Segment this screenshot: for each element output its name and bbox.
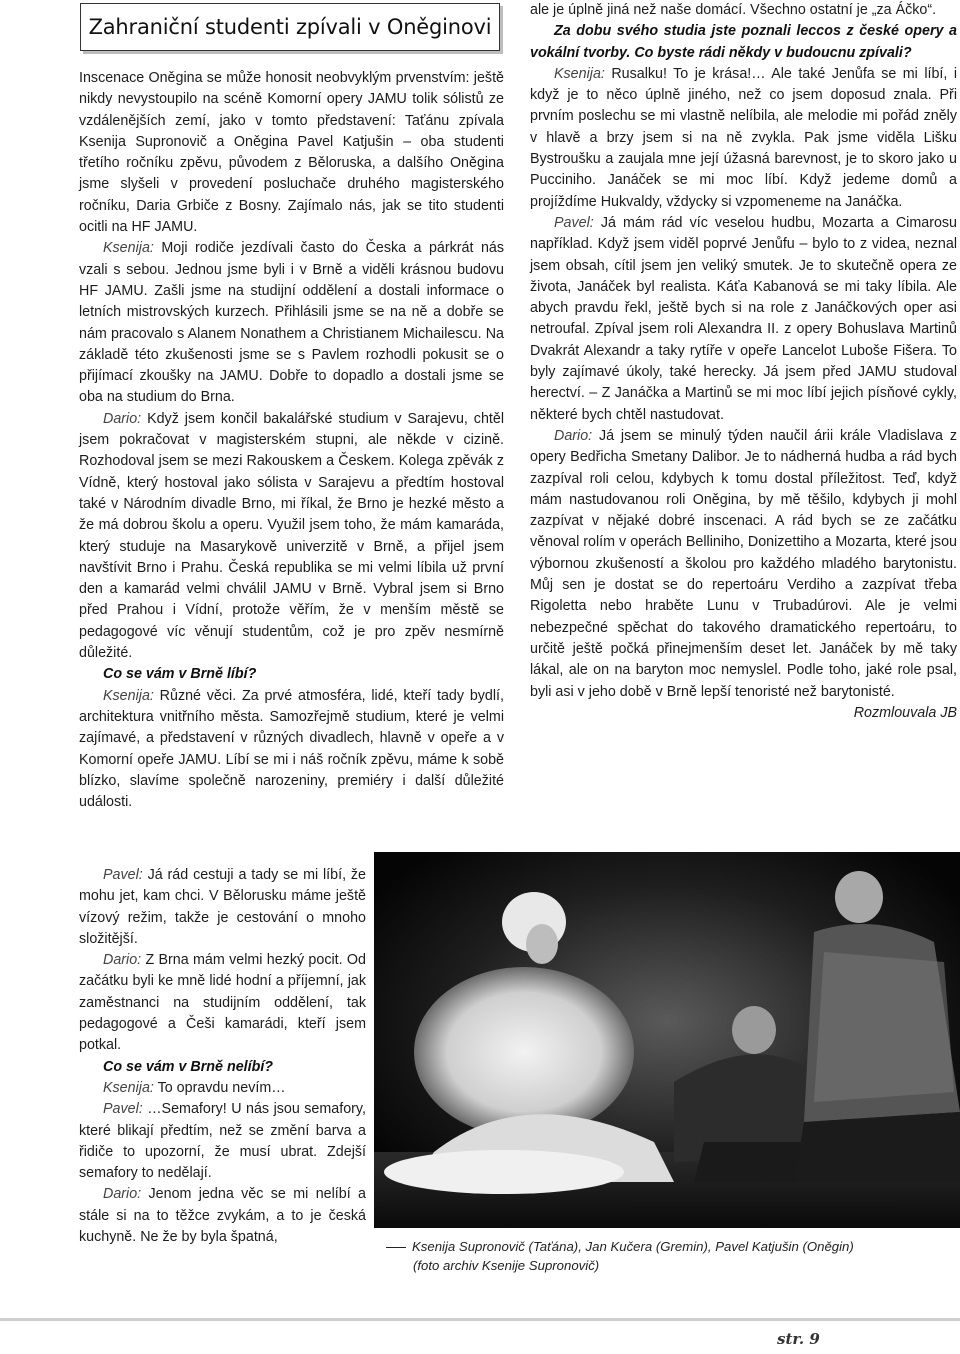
answer-text: Já jsem se minulý týden naučil árii krále Vladislava z opery Bedřicha Smetany Dalibor. Je to nádherná hudba a rád bych zazpíval roli celou, kdybych k tomu dostal příležitost. Teď, když mám nastudovanou roli Oněgina, by mě těšilo, kdybych ji mohl zazpívat v nějaké dobré inscenaci. A rád bych se ze začátku věnoval rolím v operách Belliniho, Donizettiho a Mozarta, které jsou výbornou zkušeností a školou pro každého mladého barytonistu. Můj sen je dostat se do repertoáru Verdiho a zazpívat třeba Rigoletta nebo hraběte Lunu v Trubadúrovi. Ale je velmi nebezpečné spěchat do takového dramatického repertoáru, to určitě ještě počká přinejmenším deset let. Janáček by mě taky lákal, ale on na baryton moc nemyslel. Podle toho, jaké role psal, byli asi v jeho době v Brně lepší tenoristé než barytonisté. <box>530 427 957 700</box>
answer-text: To opravdu nevím… <box>153 1079 286 1096</box>
answer-text: …Semafory! U nás jsou semafory, které blikají předtím, než se změní barva a řidiče to upozorní, že musí ubrat. Zdejší semafory to nedělají. <box>79 1101 366 1182</box>
speaker-label: Pavel: <box>103 867 143 883</box>
stage-photo <box>374 852 960 1228</box>
answer-continuation: ale je úplně jiná než naše domácí. Všechno ostatní je „za Áčko“. <box>530 2 937 18</box>
caption-line-1: Ksenija Supronovič (Taťána), Jan Kučera (Gremin), Pavel Katjušin (Oněgin) <box>412 1239 854 1254</box>
answer-text: Když jsem končil bakalářské studium v Sarajevu, chtěl jsem pokračovat v magisterském stupni, ale někde v cizině. Rozhodoval jsem se mezi Rakouskem a Českem. Kolega zpěvák z Vídně, který hostoval jako sólista v Sarajevu a předtím hostoval také v Národním divadle Brno, mi říkal, že Brno je hezké město a že má dobrou školu a operu. Využil jsem toho, že mám kamaráda, který studuje na Masarykově univerzitě v Brně, a přijel jsem navštívit Brno i Prahu. Česká republika se mi velmi líbila už první den a kamarád velmi chválil JAMU v Brně. Vybral jsem si Brno před Prahou i Vídní, protože věřím, že v menším městě se pedagogové víc věnují studentům, což je pro zpěv nesmírně důležité. <box>79 410 504 662</box>
left-column <box>79 68 504 813</box>
answer-text: Z Brna mám velmi hezký pocit. Od začátku byli ke mně lidé hodní a příjemní, jak zaměstnanci na studijním oddělení, tak pedagogové a Češi kamarádi, kteří jsem potkal. <box>79 952 366 1054</box>
answer-paragraph <box>79 1099 366 1184</box>
right-column <box>530 0 957 724</box>
interview-question: Za dobu svého studia jste poznali leccos z české opery a vokální tvorby. Co byste rádi někdy v budoucnu zpívali? <box>530 23 957 61</box>
speaker-label: Ksenija: <box>103 240 154 257</box>
footer-divider <box>0 1318 960 1321</box>
caption-line-2: (foto archiv Ksenije Supronovič) <box>413 1258 600 1273</box>
answer-paragraph <box>79 409 504 665</box>
answer-text: Já mám rád víc veselou hudbu, Mozarta a Cimarosu například. Když jsem viděl poprvé Jenůfu – bylo to z videa, neznal jsem obsah, cítil jsem jen veliký smutek. Je to skutečně opera ze života, Janáček byl realista. Káťa Kabanová se mi taky líbila. Ale abych pravdu řekl, ještě bych si na role z Janáčkových oper asi netroufal. Zpíval jsem roli Alexandra II. z opery Bohuslava Martinů Dvakrát Alexandr a taky rytíře v opeře Lancelot Luboše Fišera. To byly zajímavé úkoly, také herecky. Já jsem před JAMU studoval herectví. – Z Janáčka a Martinů se mi moc líbí jejich písňové cykly, některé bych chtěl nastudovat. <box>530 214 957 423</box>
answer-paragraph <box>79 686 504 814</box>
article-title: Zahraniční studenti zpívali v Oněginovi <box>88 15 492 39</box>
answer-text: Moji rodiče jezdívali často do Česka a párkrát nás vzali s sebou. Jednou jsme byli i v Brně a viděli krásnou budovu HF JAMU. Zašli jsme na studijní oddělení a dostali informace o letních mistrovských kurzech. Přihlásili jsme se na ně a dobře se nám pracovalo s Alanem Nonathem a Christianem Michailescu. Na základě této zkušenosti jsme se s Pavlem rozhodli pokusit se o přijímací zkoušky na JAMU. Dobře to dopadlo a dostali jsme se oba na studium do Brna. <box>79 240 504 406</box>
answer-text: Rusalku! To je krása!… Ale také Jenůfa se mi líbí, i když je to něco úplně jiného, než co jsem doposud znala. Při prvním poslechu se mi vlastně nelíbila, ale melodie mi pořád zněly v hlavě a brzy jsem si na ně zvykla. Pak jsme viděla Lišku Bystroušku a zaujala mne její úžasná barevnost, je to skoro jako u Pucciniho. Janáček se mi moc líbí. Když jedeme domů a projíždíme Hukvaldy, vždycky si vzpomeneme na Janáčka. <box>530 65 957 210</box>
speaker-label: Pavel: <box>554 214 594 231</box>
speaker-label: Pavel: <box>103 1101 143 1118</box>
answer-paragraph <box>79 950 366 1056</box>
answer-text: Různé věci. Za prvé atmosféra, lidé, kteří tady bydlí, architektura vnitřního města. Samozřejmě studium, které je velmi zajímavé, a představení v různých divadlech, hlavně v opeře a v Komorní opeře JAMU. Líbí se mi i náš ročník zpěvu, máme k sobě blízko, slavíme společně narozeniny, premiéry i další důležité události. <box>79 687 504 811</box>
answer-text: Jenom jedna věc se mi nelíbí a stále si na to těžce zvykám, a to je česká kuchyně. Ne že by byla špatná, <box>79 1186 366 1246</box>
answer-paragraph <box>530 213 957 426</box>
speaker-label: Ksenija: <box>103 687 154 704</box>
answer-paragraph <box>79 1078 366 1099</box>
author-credit: Rozmlouvala JB <box>853 704 957 721</box>
interview-question: Co se vám v Brně nelíbí? <box>103 1058 274 1075</box>
photo-caption <box>386 1237 926 1275</box>
intro-paragraph: Inscenace Oněgina se může honosit neobvyklým prvenstvím: ještě nikdy nevystoupilo na scéně Komorní opery JAMU tolik sólistů ze vzdálenějších zemí, jako v tomto představení: Taťánu zpívala Ksenija Supronovič a Oněgina Pavel Katjušin – oba studenti třetího ročníku zpěvu, původem z Běloruska, a dalšího Oněgina jsme slyšeli v provedení posluchače druhého magisterského ročníku, Daria Grbiče z Bosny. Zajímalo nás, jak se tito studenti ocitli na HF JAMU. <box>79 70 504 236</box>
left-lower-column <box>79 865 366 1248</box>
speaker-label: Dario: <box>103 952 142 969</box>
article-title-box <box>80 3 500 51</box>
caption-dash <box>386 1247 406 1248</box>
answer-paragraph <box>79 238 504 408</box>
answer-paragraph <box>79 865 366 950</box>
speaker-label: Ksenija: <box>554 65 605 82</box>
speaker-label: Dario: <box>554 427 593 444</box>
stage-photo-illustration <box>374 852 960 1228</box>
interview-question: Co se vám v Brně líbí? <box>103 666 257 683</box>
answer-paragraph <box>79 1184 366 1248</box>
answer-text: Já rád cestuji a tady se mi líbí, že mohu jet, kam chci. V Bělorusku máme ještě vízový režim, takže je cestování o mnoho složitější. <box>79 867 366 947</box>
page-number: str. 9 <box>777 1330 820 1348</box>
answer-paragraph <box>530 64 957 213</box>
speaker-label: Ksenija: <box>103 1079 154 1096</box>
answer-paragraph <box>530 426 957 703</box>
speaker-label: Dario: <box>103 1186 142 1203</box>
speaker-label: Dario: <box>103 410 142 427</box>
